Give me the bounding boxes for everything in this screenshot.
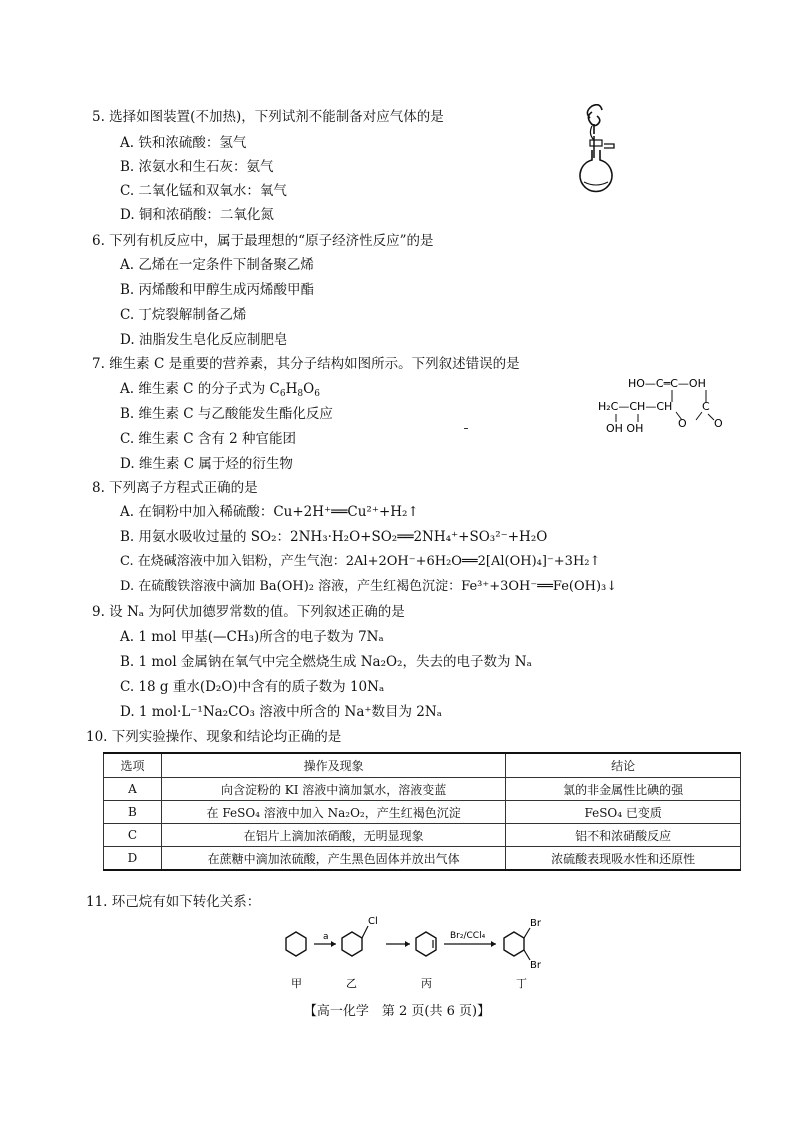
q11-stem: 11. 环己烷有如下转化关系： <box>86 894 261 910</box>
table-header-row <box>104 753 741 778</box>
q9-stem: 9. 设 Nₐ 为阿伏加德罗常数的值。下列叙述正确的是 <box>92 604 405 620</box>
experiment-table <box>103 752 741 871</box>
table-row <box>104 847 741 871</box>
cyclohexane-ring <box>286 932 306 956</box>
cell-option: B <box>104 801 162 824</box>
struct-mid-right: C <box>702 400 710 413</box>
q10-stem: 10. 下列实验操作、现象和结论均正确的是 <box>86 729 342 745</box>
cell-operation: 向含淀粉的 KI 溶液中滴加氯水，溶液变蓝 <box>161 778 505 801</box>
q5-stem: 5. 选择如图装置(不加热)，下列试剂不能制备对应气体的是 <box>92 109 444 125</box>
q6-option-d: D. 油脂发生皂化反应制肥皂 <box>120 332 288 348</box>
label-ding: 丁 <box>516 977 527 990</box>
col-operation: 操作及现象 <box>161 753 505 778</box>
col-option: 选项 <box>104 753 162 778</box>
q7-stem: 7. 维生素 C 是重要的营养素，其分子结构如图所示。下列叙述错误的是 <box>92 356 520 372</box>
struct-top: HO—C═C—OH <box>628 377 706 390</box>
apparatus-figure <box>570 104 630 196</box>
cl-label: Cl <box>368 916 378 927</box>
table-row <box>104 778 741 801</box>
q5-option-c: C. 二氧化锰和双氧水：氧气 <box>120 183 287 199</box>
struct-mid-left: H₂C—CH—CH <box>598 400 673 413</box>
q7-option-c: C. 维生素 C 含有 2 种官能团 <box>120 431 297 447</box>
chlorocyclohexane-ring <box>342 932 362 956</box>
label-yi: 乙 <box>346 977 357 990</box>
q9-option-a: A. 1 mol 甲基(—CH₃)所含的电子数为 7Nₐ <box>120 629 384 645</box>
page-footer: 【高一化学 第 2 页(共 6 页)】 <box>303 1004 491 1019</box>
table-row <box>104 801 741 824</box>
struct-carbonyl-o: O <box>714 417 723 430</box>
conversion-scheme <box>280 912 570 992</box>
cell-option: A <box>104 778 162 801</box>
cell-option: D <box>104 847 162 871</box>
q7-a-o: O <box>303 381 315 397</box>
q9-option-c: C. 18 g 重水(D₂O)中含有的质子数为 10Nₐ <box>120 679 385 695</box>
q5-option-d: D. 铜和浓硝酸：二氧化氮 <box>120 207 274 223</box>
cell-conclusion: 浓硫酸表现吸水性和还原性 <box>506 847 741 871</box>
br-label-2: Br <box>530 960 541 971</box>
vitamin-c-structure <box>598 374 768 436</box>
br-label-1: Br <box>530 918 541 929</box>
q8-stem: 8. 下列离子方程式正确的是 <box>92 480 258 496</box>
label-jia: 甲 <box>291 977 302 990</box>
cell-operation: 在铝片上滴加浓硝酸，无明显现象 <box>161 824 505 847</box>
q8-option-b: B. 用氨水吸收过量的 SO₂：2NH₃·H₂O+SO₂══2NH₄⁺+SO₃²⁻+H₂O <box>120 529 548 545</box>
cell-conclusion: FeSO₄ 已变质 <box>506 801 741 824</box>
cell-conclusion: 氯的非金属性比碘的强 <box>506 778 741 801</box>
reagent-a: a <box>323 932 329 942</box>
dibromocyclohexane-ring <box>504 932 524 956</box>
q7-option-d: D. 维生素 C 属于烃的衍生物 <box>120 456 293 472</box>
struct-bottom: OH OH <box>606 422 644 435</box>
q6-option-c: C. 丁烷裂解制备乙烯 <box>120 307 247 323</box>
table-row <box>104 824 741 847</box>
q9-option-d: D. 1 mol·L⁻¹Na₂CO₃ 溶液中所含的 Na⁺数目为 2Nₐ <box>120 704 442 720</box>
q8-option-a: A. 在铜粉中加入稀硫酸：Cu+2H⁺══Cu²⁺+H₂↑ <box>120 504 419 520</box>
col-conclusion: 结论 <box>506 753 741 778</box>
q7-a-sub3: 6 <box>314 389 320 399</box>
q6-option-b: B. 丙烯酸和甲醇生成丙烯酸甲酯 <box>120 282 315 298</box>
q5-option-b: B. 浓氨水和生石灰：氨气 <box>120 159 274 175</box>
stray-mark <box>464 428 468 429</box>
q5-option-a: A. 铁和浓硫酸：氢气 <box>120 135 247 151</box>
q7-a-text: A. 维生素 C 的分子式为 C <box>120 381 280 397</box>
q8-option-d: D. 在硫酸铁溶液中滴加 Ba(OH)₂ 溶液，产生红褐色沉淀：Fe³⁺+3OH⁻══Fe(OH)₃↓ <box>120 579 618 594</box>
label-bing: 丙 <box>421 977 432 990</box>
q8-option-c: C. 在烧碱溶液中加入铝粉，产生气泡：2Al+2OH⁻+6H₂O══2[Al(OH)₄]⁻+3H₂↑ <box>120 554 601 569</box>
q6-option-a: A. 乙烯在一定条件下制备聚乙烯 <box>120 257 314 273</box>
cell-operation: 在蔗糖中滴加浓硫酸，产生黑色固体并放出气体 <box>161 847 505 871</box>
cell-operation: 在 FeSO₄ 溶液中加入 Na₂O₂，产生红褐色沉淀 <box>161 801 505 824</box>
q9-option-b: B. 1 mol 金属钠在氧气中完全燃烧生成 Na₂O₂，失去的电子数为 Nₐ <box>120 654 532 670</box>
cell-option: C <box>104 824 162 847</box>
q7-a-sub2: 8 <box>297 389 304 399</box>
q7-a-sub1: 6 <box>279 389 286 399</box>
q7-option-b: B. 维生素 C 与乙酸能发生酯化反应 <box>120 406 333 422</box>
cell-conclusion: 铝不和浓硝酸反应 <box>506 824 741 847</box>
q7-option-a <box>120 380 320 403</box>
reagent-b: Br₂/CCl₄ <box>450 931 486 941</box>
q6-stem: 6. 下列有机反应中，属于最理想的“原子经济性反应”的是 <box>92 233 434 249</box>
struct-ring-o: O <box>678 417 687 430</box>
q7-a-h: H <box>285 381 298 397</box>
